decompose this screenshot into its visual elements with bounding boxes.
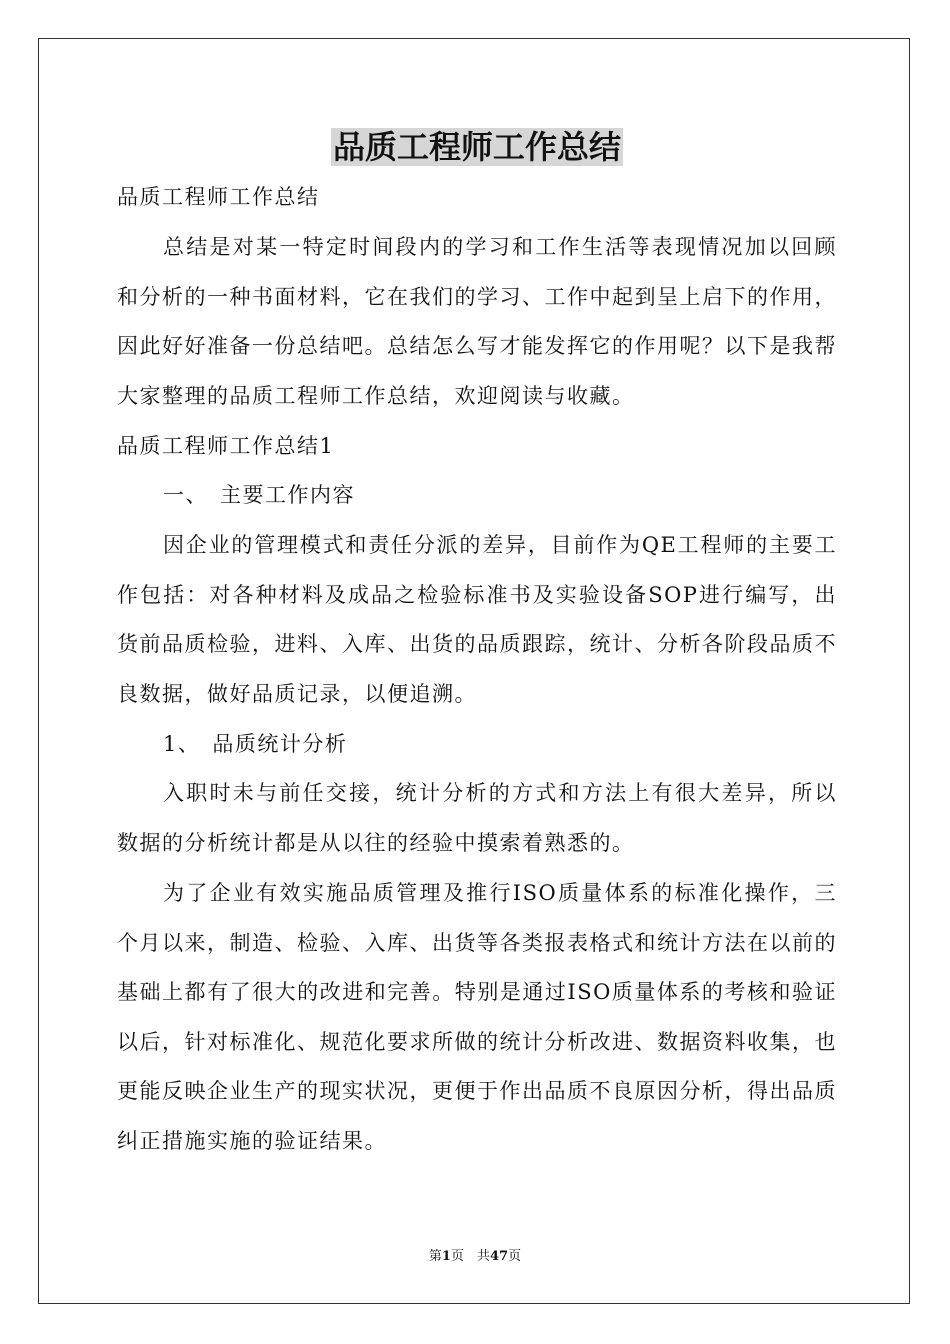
body-paragraph: 为了企业有效实施品质管理及推行ISO质量体系的标准化操作，三个月以来，制造、检验、入库、出货等各类报表格式和统计方法在以前的基础上都有了很大的改进和完善。特别是通过ISO质量体系的考核和验证以后，针对标准化、规范化要求所做的统计分析改进、数据资料收集，也更能反映企业生产的现实状况，更便于作出品质不良原因分析，得出品质纠正措施实施的验证结果。 [117, 881, 837, 1153]
document-title: 品质工程师工作总结 [332, 128, 621, 166]
page-total: 47 [489, 1249, 509, 1264]
body-paragraph: 因企业的管理模式和责任分派的差异，目前作为QE工程师的主要工作包括：对各种材料及成品之检验标准书及实验设备SOP进行编写，出货前品质检验，进料、入库、出货的品质跟踪，统计、分析各阶段品质不良数据，做好品质记录，以便追溯。 [117, 533, 837, 706]
section-heading: 品质工程师工作总结1 [117, 434, 335, 458]
page-footer [0, 1245, 950, 1264]
page-prefix: 第 [428, 1249, 442, 1264]
intro-paragraph: 总结是对某一特定时间段内的学习和工作生活等表现情况加以回顾和分析的一种书面材料，它在我们的学习、工作中起到呈上启下的作用，因此好好准备一份总结吧。总结怎么写才能发挥它的作用呢？以下是我帮大家整理的品质工程师工作总结，欢迎阅读与收藏。 [117, 235, 837, 408]
subtitle-paragraph: 品质工程师工作总结 [117, 185, 320, 209]
page-mid: 页 共 [450, 1249, 490, 1264]
body-paragraph: 入职时未与前任交接，统计分析的方式和方法上有很大差异，所以数据的分析统计都是从以往的经验中摸索着熟悉的。 [117, 781, 837, 855]
page-suffix: 页 [508, 1249, 522, 1264]
subsection-heading: 一、 主要工作内容 [163, 483, 355, 507]
subsection-heading: 1、 品质统计分析 [163, 732, 348, 756]
page-current: 1 [441, 1249, 451, 1264]
